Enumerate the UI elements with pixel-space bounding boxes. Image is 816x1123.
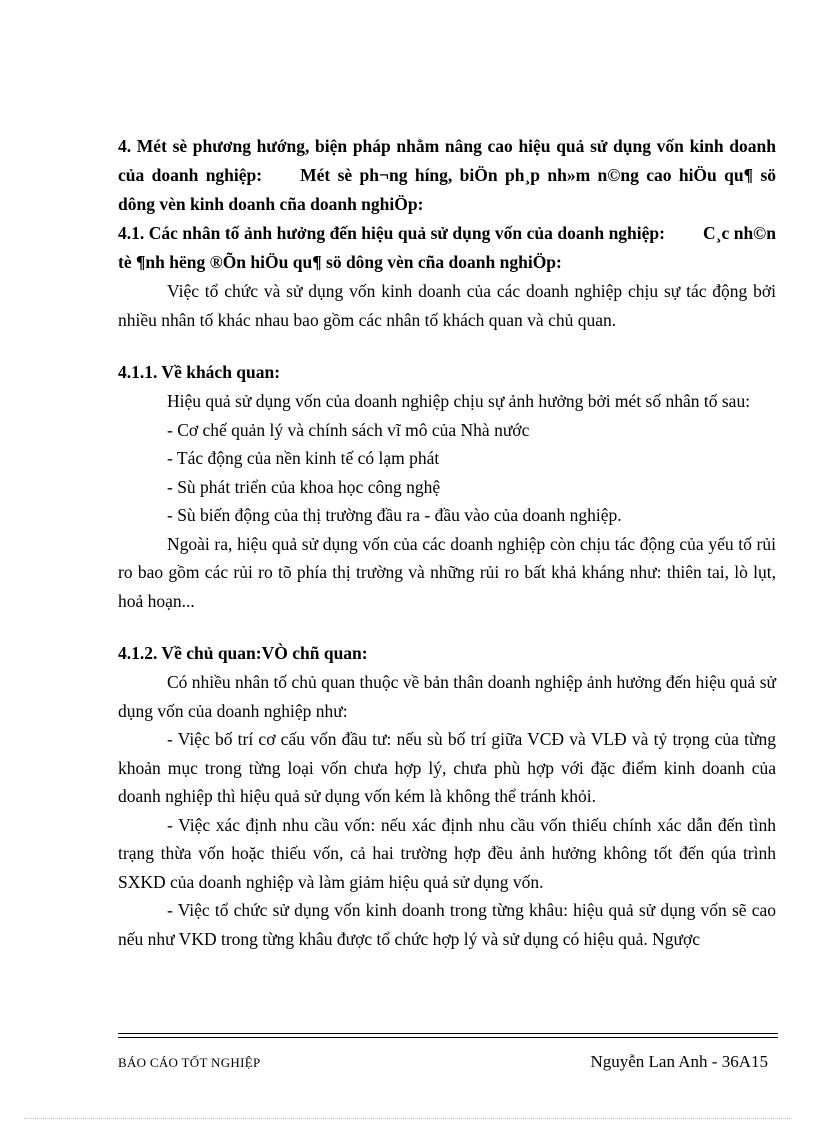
list-item: - Cơ chế quản lý và chính sách vĩ mô của Nhà nước	[167, 419, 530, 440]
list-item: - Tác động của nền kinh tế có lạm phát	[167, 448, 440, 468]
section-4-1-2-intro: Có nhiều nhân tố chủ quan thuộc về bản thân doanh nghiệp ảnh hưởng đến hiệu quả sử dụng vốn của doanh nghiệp như:	[118, 672, 776, 721]
section-4-title-alt: Mét sè ph¬ng híng, biÖn ph¸p nh»m n©ng cao hiÖu qu¶ sö dông vèn kinh doanh cña doanh nghiÖp:	[118, 165, 777, 214]
section-4-1-2-title: 4.1.2. Về chủ quan:	[118, 643, 262, 663]
section-4-1-1-closing: Ngoài ra, hiệu quả sử dụng vốn của các doanh nghiệp còn chịu tác động của yếu tố rủi ro bao gồm các rủi ro tõ phía thị trường và những rủi ro bất khả kháng như: thiên tai, lò lụt, hoả hoạn...	[118, 533, 776, 611]
page-footer	[118, 1052, 778, 1076]
footer-rule-bottom	[118, 1037, 778, 1038]
list-item: - Việc xác định nhu cầu vốn: nếu xác định nhu cầu vốn thiếu chính xác dẫn đến tình trạng thừa vốn hoặc thiếu vốn, cả hai trường hợp đều ảnh hưởng không tốt đến qúa trình SXKD của doanh nghiệp và làm giảm hiệu quả sử dụng vốn.	[118, 814, 776, 892]
section-4-heading	[118, 132, 776, 219]
list-item: - Sù biến động của thị trường đầu ra - đầu vào của doanh nghiệp.	[167, 505, 622, 525]
section-4-title: 4. Mét sè phương hướng, biện pháp nhằm nâng cao hiệu quả sử dụng vốn kinh doanh của doanh nghiệp:	[118, 136, 776, 185]
page-edge-divider	[24, 1118, 792, 1119]
section-4-1-2-title-alt: VÒ chñ quan:	[261, 643, 368, 663]
section-4-1-2-heading	[118, 639, 776, 668]
section-4-1-1-intro: Hiệu quả sử dụng vốn của doanh nghiệp chịu sự ảnh hưởng bởi mét số nhân tố sau:	[167, 391, 751, 411]
section-4-1-title: 4.1. Các nhân tố ảnh hưởng đến hiệu quả sử dụng vốn của doanh nghiệp:	[118, 223, 665, 243]
list-item: - Sù phát triển của khoa học công nghệ	[167, 476, 441, 497]
footer-rule-top	[118, 1033, 778, 1034]
list-item: - Việc tổ chức sử dụng vốn kinh doanh trong từng khâu: hiệu quả sử dụng vốn sẽ cao nếu như VKD trong từng khâu được tổ chức hợp lý và sử dụng có hiệu quả. Ngược	[118, 900, 776, 949]
section-4-1-title-alt: C¸c nh©n tè ¶nh hëng ®Õn hiÖu qu¶ sö dông vèn cña doanh nghiÖp:	[118, 223, 776, 272]
list-item: - Việc bố trí cơ cấu vốn đầu tư: nếu sù bố trí giữa VCĐ và VLĐ và tỷ trọng của từng khoản mục trong từng loại vốn chưa hợp lý, chưa phù hợp với đặc điểm kinh doanh của doanh nghiệp thì hiệu quả sử dụng vốn kém là không thể tránh khỏi.	[118, 729, 776, 806]
footer-report-label: BÁO CÁO TỐT NGHIỆP	[118, 1055, 261, 1070]
section-4-1-heading	[118, 219, 776, 277]
page-body	[118, 132, 776, 953]
footer-author: Nguyễn Lan Anh - 36A15	[590, 1052, 768, 1071]
section-4-1-paragraph: Việc tổ chức và sử dụng vốn kinh doanh của các doanh nghiệp chịu sự tác động bởi nhiều nhân tố khác nhau bao gồm các nhân tố khách quan và chủ quan.	[118, 281, 776, 330]
section-4-1-1-heading: 4.1.1. Về khách quan:	[118, 362, 281, 382]
